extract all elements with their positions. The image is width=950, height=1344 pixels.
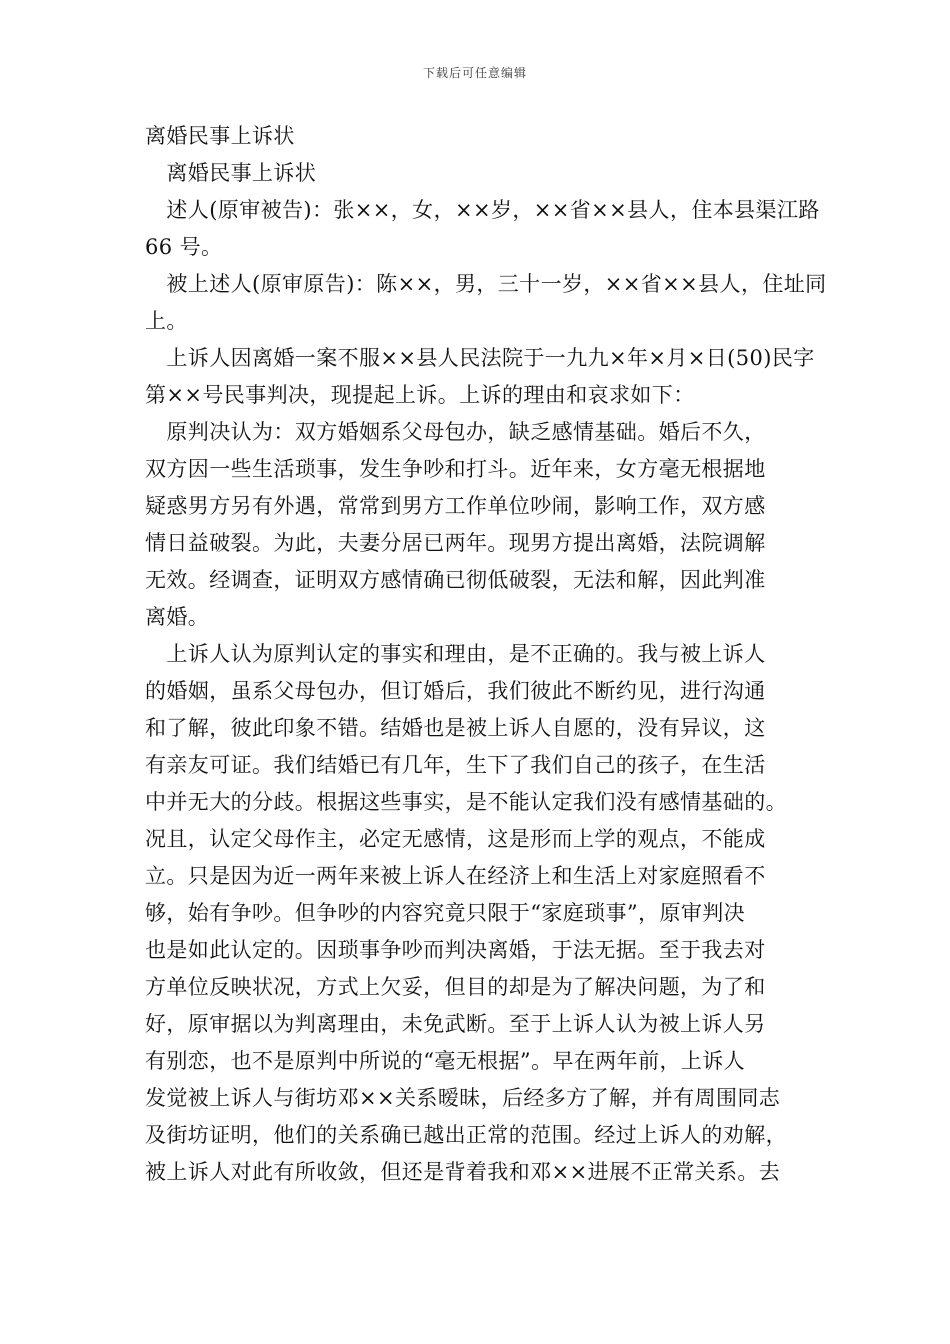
- text-line: 被上诉人对此有所收敛，但还是背着我和邓××进展不正常关系。去: [145, 1160, 781, 1184]
- text-line: 也是如此认定的。因琐事争吵而判决离婚，于法无据。至于我去对: [145, 938, 766, 962]
- text-line: 离婚。: [145, 605, 210, 629]
- header-note: 下载后可任意编辑: [422, 66, 527, 80]
- text-line: 好，原审据以为判离理由，未免武断。至于上诉人认为被上诉人另: [145, 1012, 766, 1036]
- text-line: 情日益破裂。为此，夫妻分居已两年。现男方提出离婚，法院调解: [145, 531, 766, 555]
- text-line: 中并无大的分歧。根据这些事实，是不能认定我们没有感情基础的。: [145, 790, 787, 814]
- text-line: 述人(原审被告)：张××，女，××岁，××省××县人，住本县渠江路: [145, 198, 820, 222]
- text-line: 上诉人认为原判认定的事实和理由，是不正确的。我与被上诉人: [145, 642, 766, 666]
- text-line: 疑惑男方另有外遇，常常到男方工作单位吵闹，影响工作，双方感: [145, 494, 766, 518]
- text-line: 有别恋，也不是原判中所说的“毫无根据”。早在两年前，上诉人: [145, 1049, 746, 1073]
- text-line: 双方因一些生活琐事，发生争吵和打斗。近年来，女方毫无根据地: [145, 457, 766, 481]
- text-line: 况且，认定父母作主，必定无感情，这是形而上学的观点，不能成: [145, 827, 766, 851]
- text-line: 有亲友可证。我们结婚已有几年，生下了我们自己的孩子，在生活: [145, 753, 766, 777]
- text-line: 够，始有争吵。但争吵的内容究竟只限于“家庭琐事”，原审判决: [145, 901, 746, 925]
- text-line: 及街坊证明，他们的关系确已越出正常的范围。经过上诉人的劝解，: [145, 1123, 787, 1147]
- text-line: 立。只是因为近一两年来被上诉人在经济上和生活上对家庭照看不: [145, 864, 766, 888]
- text-line: 原判决认为：双方婚姻系父母包办，缺乏感情基础。婚后不久，: [145, 420, 766, 444]
- text-line: 66 号。: [145, 235, 223, 259]
- text-line: 发觉被上诉人与街坊邓××关系暧昧，后经多方了解，并有周围同志: [145, 1086, 781, 1110]
- document-subtitle: 离婚民事上诉状: [145, 161, 317, 185]
- text-line: 第××号民事判决，现提起上诉。上诉的理由和哀求如下：: [145, 383, 695, 407]
- text-line: 的婚姻，虽系父母包办，但订婚后，我们彼此不断约见，进行沟通: [145, 679, 766, 703]
- text-line: 无效。经调查，证明双方感情确已彻低破裂，无法和解，因此判准: [145, 568, 766, 592]
- document-title: 离婚民事上诉状: [145, 124, 295, 148]
- text-line: 和了解，彼此印象不错。结婚也是被上诉人自愿的，没有异议，这: [145, 716, 766, 740]
- text-line: 方单位反映状况，方式上欠妥，但目的却是为了解决问题，为了和: [145, 975, 766, 999]
- text-line: 上。: [145, 309, 188, 333]
- text-line: 被上述人(原审原告)：陈××，男，三十一岁，××省××县人，住址同: [145, 272, 827, 296]
- document-body: [145, 118, 827, 1191]
- text-line: 上诉人因离婚一案不服××县人民法院于一九九×年×月×日(50)民字: [145, 346, 815, 370]
